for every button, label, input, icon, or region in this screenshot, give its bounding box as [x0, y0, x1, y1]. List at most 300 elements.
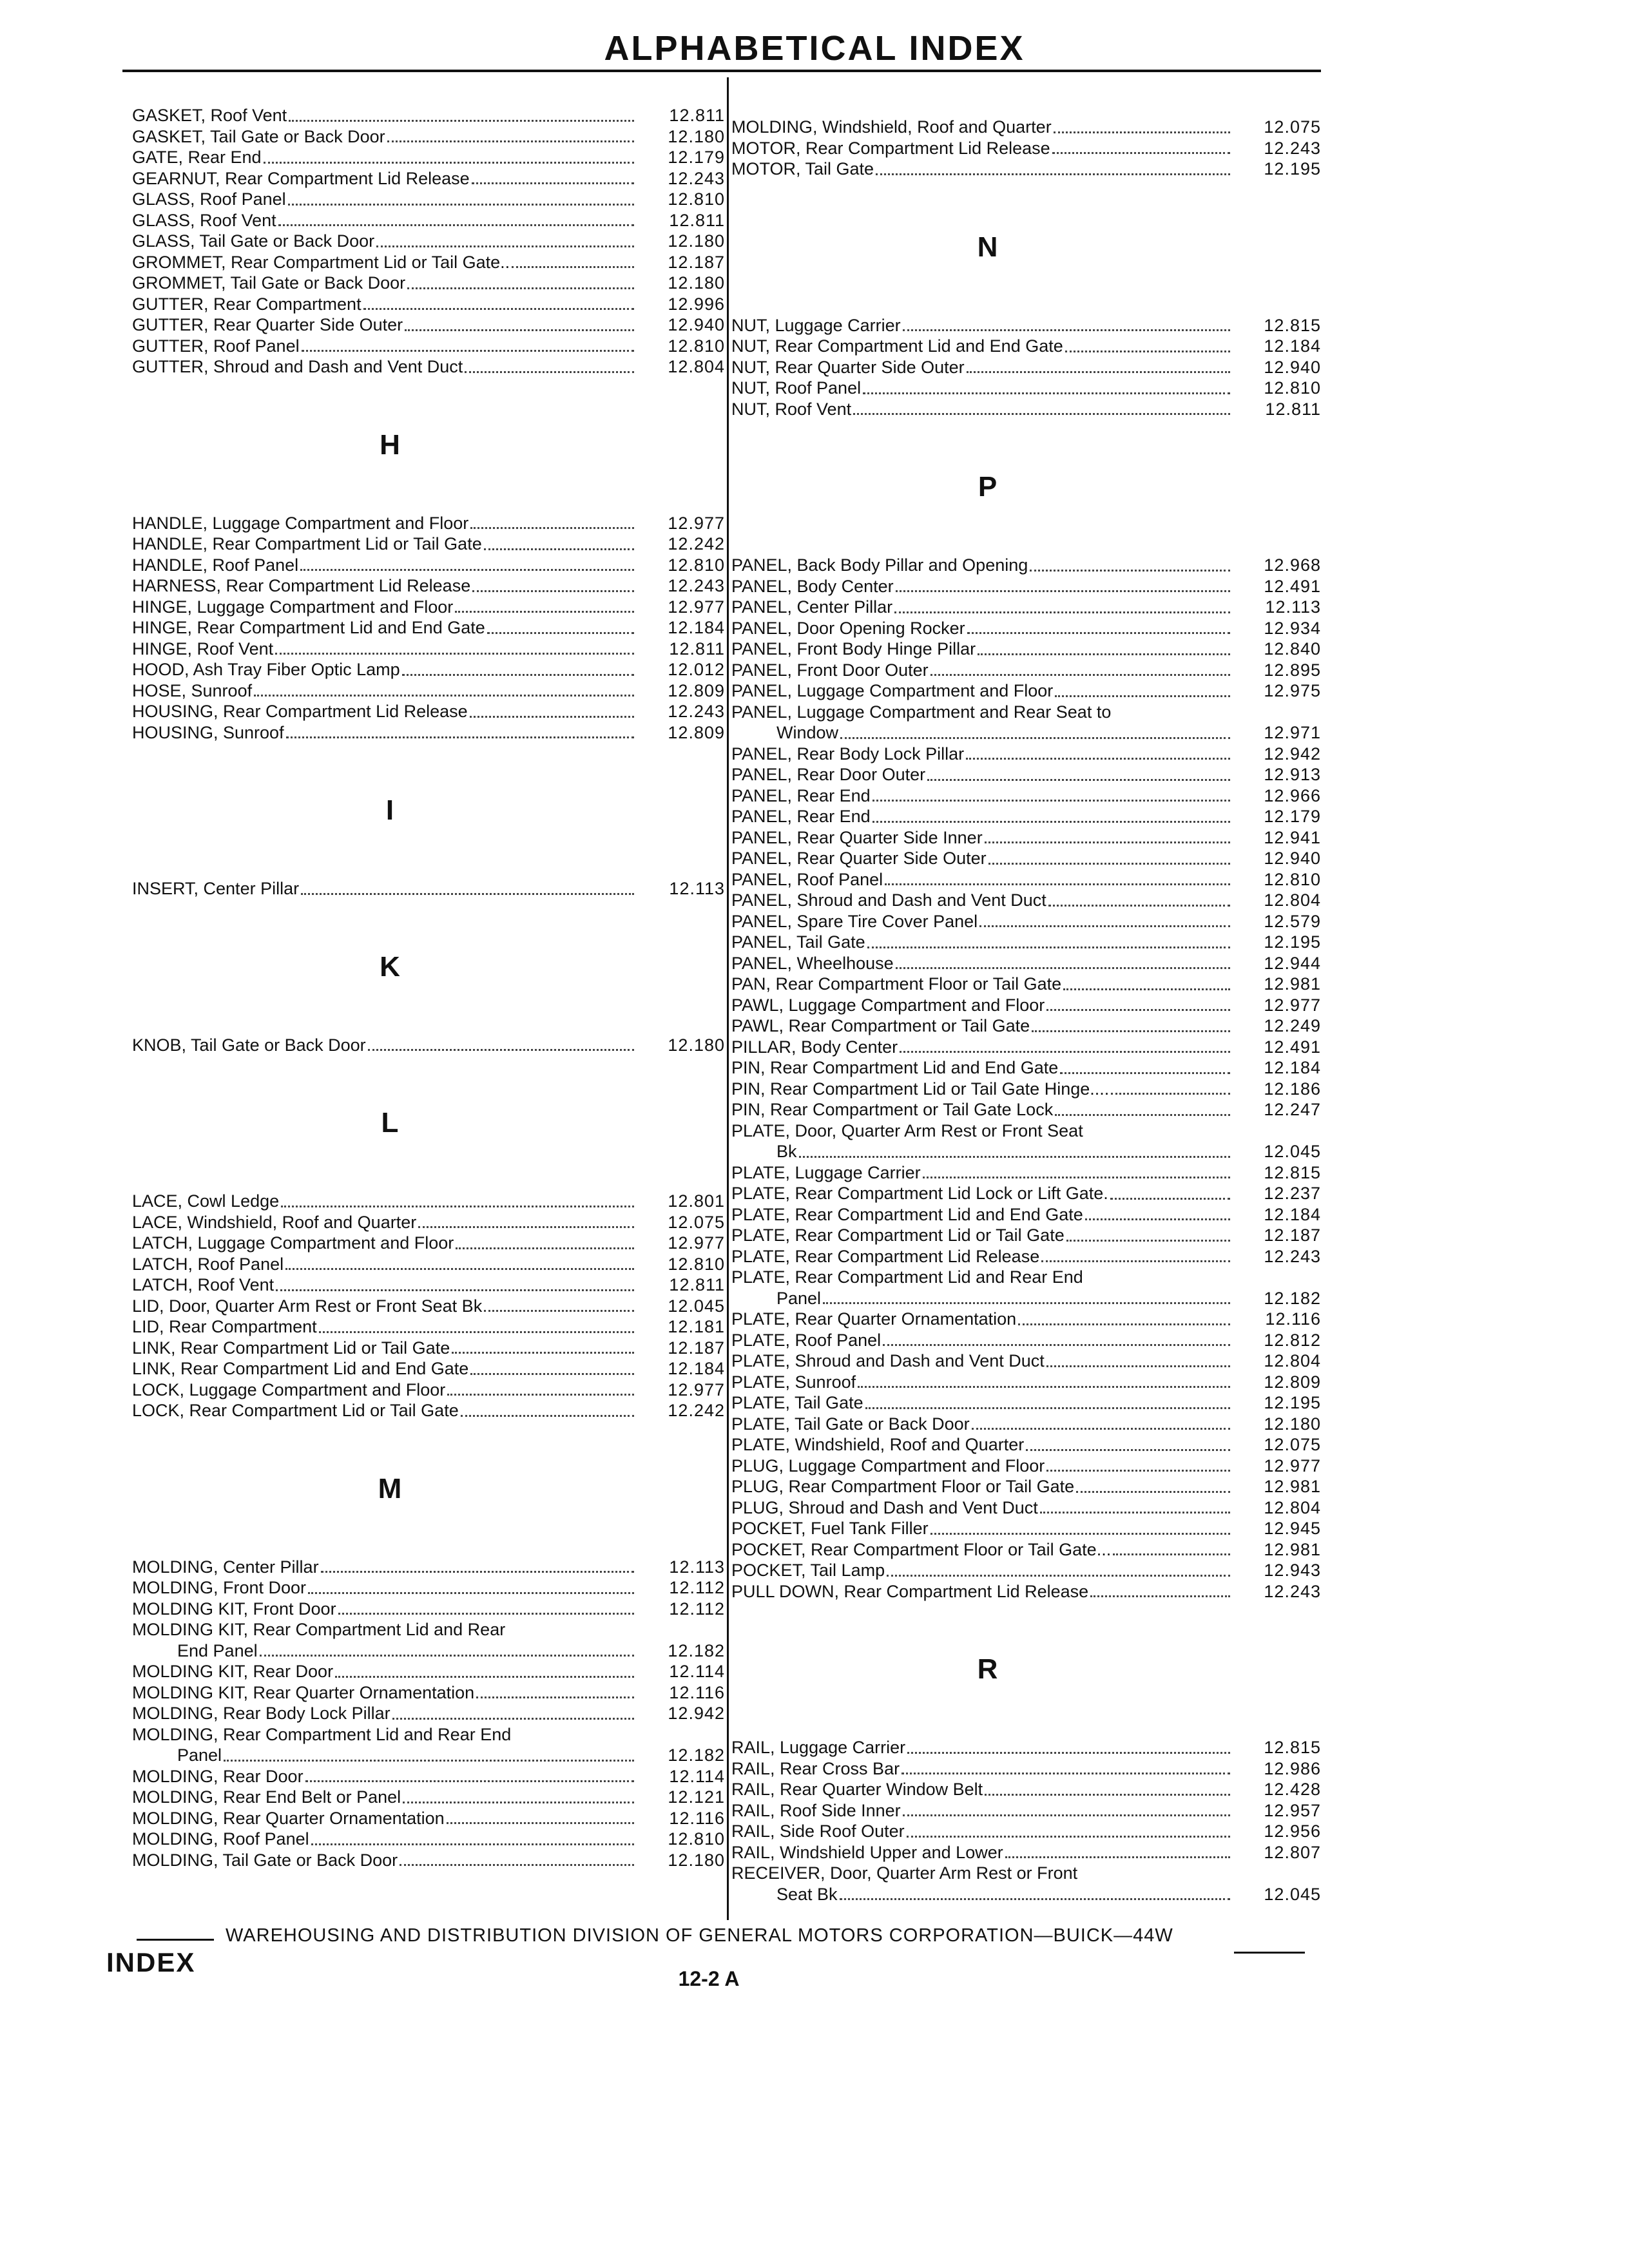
index-entry-body — [132, 1577, 638, 1599]
dot-leader — [405, 329, 634, 331]
index-entry — [132, 336, 725, 357]
index-entry-body — [132, 1212, 638, 1233]
index-entry-body — [731, 597, 1234, 618]
dot-leader — [872, 800, 1230, 802]
dot-leader — [865, 1407, 1230, 1409]
index-entry-body — [132, 1619, 638, 1661]
index-entry-line — [731, 1779, 1234, 1800]
index-entry-line — [731, 378, 1234, 399]
index-entry-body — [731, 1099, 1234, 1120]
index-entry-line — [132, 1296, 638, 1317]
dot-leader — [472, 182, 634, 184]
dot-leader — [1060, 1072, 1230, 1074]
index-entry-line — [132, 210, 638, 231]
footer-rule-right — [1234, 1952, 1305, 1954]
index-entry — [731, 680, 1321, 702]
dot-leader — [907, 1752, 1230, 1754]
index-entry-body — [731, 890, 1234, 911]
index-entry-line — [731, 848, 1234, 869]
index-entry-text: PANEL, Rear End — [731, 785, 871, 805]
index-entry — [132, 1557, 725, 1578]
index-entry-line — [731, 1821, 1234, 1842]
index-entry-line — [731, 1434, 1234, 1456]
dot-leader — [1005, 1856, 1230, 1858]
index-entry-text: MOLDING, Rear End Belt or Panel — [132, 1787, 401, 1807]
index-entry-text: NUT, Roof Panel — [731, 378, 862, 398]
index-entry-body — [731, 1350, 1234, 1372]
index-entry-continuation — [731, 722, 1234, 744]
dot-leader — [484, 548, 634, 550]
index-entry — [731, 555, 1321, 576]
index-entry-text: PIN, Rear Compartment Lid and End Gate — [731, 1058, 1059, 1077]
index-entry-text: RAIL, Rear Quarter Window Belt — [731, 1780, 983, 1799]
index-entry-line — [731, 597, 1234, 618]
index-entry-text: PANEL, Rear Body Lock Pillar — [731, 744, 965, 764]
index-entry-text: PLATE, Tail Gate or Back Door — [731, 1414, 970, 1434]
index-entry-body — [132, 597, 638, 618]
section-label: INDEX — [106, 1947, 196, 1977]
index-entry-page: 12.116 — [669, 1808, 725, 1828]
index-entry-line — [132, 1358, 638, 1379]
index-entry-text: MOLDING, Rear Quarter Ornamentation — [132, 1808, 445, 1828]
index-entry-line — [132, 1557, 638, 1578]
index-entry-page: 12.956 — [1264, 1821, 1321, 1841]
index-entry-line — [731, 1737, 1234, 1758]
index-entry — [132, 659, 725, 680]
index-entry-page: 12.810 — [668, 189, 725, 209]
index-entry-page: 12.179 — [668, 148, 725, 167]
index-entry-line — [132, 617, 638, 639]
index-entry-text: HANDLE, Rear Compartment Lid or Tail Gate — [132, 534, 482, 553]
index-entry-body — [731, 1497, 1234, 1519]
index-entry-body — [731, 1800, 1234, 1821]
index-entry-page: 12.811 — [669, 1275, 725, 1294]
index-entry — [132, 168, 725, 189]
index-entry — [731, 159, 1321, 180]
index-entry-body — [731, 1414, 1234, 1435]
dot-leader — [470, 527, 634, 529]
index-entry-page: 12.975 — [1264, 681, 1321, 700]
index-entry-page: 12.957 — [1264, 1800, 1321, 1820]
index-entry-page: 12.809 — [668, 680, 725, 700]
index-entry-text: GROMMET, Rear Compartment Lid or Tail Gate.. — [132, 252, 510, 272]
index-entry-page: 12.810 — [668, 1829, 725, 1849]
dot-leader — [1041, 1260, 1230, 1262]
index-entry — [731, 1758, 1321, 1780]
index-entry-body — [731, 1162, 1234, 1184]
index-entry-page: 12.243 — [1264, 138, 1321, 158]
index-entry-body — [132, 105, 638, 126]
index-entry-text: HANDLE, Roof Panel — [132, 555, 299, 575]
index-entry — [731, 911, 1321, 932]
index-entry-line — [731, 1372, 1234, 1393]
index-entry-page: 12.195 — [1264, 159, 1321, 178]
index-entry-line — [132, 1703, 638, 1724]
dot-leader — [840, 1898, 1230, 1900]
index-entry-body — [132, 252, 638, 273]
index-entry-page: 12.428 — [1264, 1780, 1321, 1799]
index-entry-page: 12.182 — [668, 1745, 725, 1765]
index-entry-line — [731, 117, 1234, 138]
index-entry — [731, 1330, 1321, 1351]
index-entry-body — [731, 1120, 1234, 1162]
index-entry-page: 12.811 — [669, 210, 725, 230]
index-entry-page: 12.116 — [1265, 1309, 1321, 1329]
index-entry-line — [731, 1309, 1234, 1330]
index-entry — [731, 744, 1321, 765]
index-entry — [731, 1120, 1321, 1162]
index-entry-line — [132, 1316, 638, 1338]
index-entry-text: Panel — [177, 1745, 222, 1765]
dot-leader — [264, 162, 634, 164]
index-entry-text: INSERT, Center Pillar — [132, 879, 300, 898]
index-entry-line — [731, 974, 1234, 995]
index-entry-text: LATCH, Luggage Compartment and Floor — [132, 1233, 454, 1253]
index-entry — [132, 1379, 725, 1401]
dot-leader — [400, 1864, 634, 1866]
dot-leader — [1055, 1114, 1230, 1116]
index-entry-line — [731, 1497, 1234, 1519]
index-entry-body — [132, 878, 638, 899]
index-entry — [731, 1779, 1321, 1800]
index-entry-page: 12.184 — [668, 1359, 725, 1378]
index-entry-text: MOTOR, Tail Gate — [731, 159, 874, 178]
index-entry-page: 12.966 — [1264, 785, 1321, 805]
index-entry — [132, 701, 725, 722]
index-entry — [731, 1392, 1321, 1414]
index-entry-text: PANEL, Luggage Compartment and Rear Seat to — [731, 702, 1112, 722]
index-entry-page: 12.187 — [668, 252, 725, 272]
index-entry — [731, 1476, 1321, 1497]
index-entry-body — [731, 1330, 1234, 1351]
index-entry — [132, 294, 725, 315]
index-entry-text: MOTOR, Rear Compartment Lid Release — [731, 138, 1050, 158]
index-entry-page: 12.249 — [1264, 1016, 1321, 1035]
index-entry-line — [731, 336, 1234, 357]
index-entry-text: GUTTER, Rear Compartment — [132, 294, 361, 314]
index-entry — [731, 1309, 1321, 1330]
index-entry-continuation — [731, 1141, 1234, 1162]
index-entry-text: RAIL, Rear Cross Bar — [731, 1758, 900, 1778]
dot-leader — [301, 893, 634, 895]
index-entry-body — [731, 1581, 1234, 1602]
index-entry-text: PANEL, Rear End — [731, 807, 871, 826]
index-entry — [132, 1358, 725, 1379]
index-entry-text: MOLDING, Windshield, Roof and Quarter — [731, 117, 1052, 137]
index-entry-line — [132, 168, 638, 189]
index-entry-page: 12.971 — [1264, 723, 1321, 742]
index-entry — [731, 1015, 1321, 1037]
index-entry-body — [132, 1808, 638, 1829]
index-entry-text: LATCH, Roof Vent — [132, 1275, 275, 1294]
index-entry — [731, 399, 1321, 420]
index-entry-line — [731, 911, 1234, 932]
dot-leader — [254, 695, 634, 697]
section-letter-r: R — [977, 1653, 998, 1685]
index-entry-text: POCKET, Tail Lamp — [731, 1561, 885, 1580]
index-entry-body — [731, 555, 1234, 576]
index-entry — [731, 1057, 1321, 1079]
index-entry-line — [731, 890, 1234, 911]
index-entry-body — [132, 1035, 638, 1056]
dot-leader — [305, 1780, 634, 1782]
index-entry-line — [731, 159, 1234, 180]
dot-leader — [1066, 1240, 1230, 1242]
index-entry-line — [132, 575, 638, 597]
dot-leader — [321, 1571, 634, 1573]
index-entry-body — [132, 1724, 638, 1766]
section-letter-m: M — [378, 1472, 402, 1504]
dot-leader — [1052, 152, 1230, 154]
index-entry-line — [132, 1212, 638, 1233]
index-entry-text: LACE, Cowl Ledge — [132, 1191, 280, 1211]
index-entry-page: 12.180 — [668, 231, 725, 251]
index-entry-body — [731, 138, 1234, 159]
dot-leader — [512, 266, 634, 268]
index-entry-page: 12.184 — [1264, 336, 1321, 356]
dot-leader — [985, 841, 1230, 843]
index-entry-text: RECEIVER, Door, Quarter Arm Rest or Front — [731, 1863, 1078, 1883]
dot-leader — [887, 1575, 1230, 1577]
index-entry-line — [731, 1392, 1234, 1414]
index-entry-text: MOLDING KIT, Front Door — [132, 1599, 336, 1619]
index-entry-line — [132, 639, 638, 660]
index-entry-line — [132, 252, 638, 273]
dot-leader — [894, 611, 1230, 613]
index-entry-body — [731, 1372, 1234, 1393]
dot-leader — [1046, 1470, 1230, 1472]
index-entry-page: 12.942 — [1264, 744, 1321, 764]
index-entry — [731, 1183, 1321, 1204]
index-entry-body — [132, 617, 638, 639]
dot-leader — [335, 1676, 634, 1678]
index-entry-line — [731, 1842, 1234, 1863]
index-entry — [731, 1842, 1321, 1863]
dot-leader — [447, 1394, 634, 1396]
index-entry-line — [731, 1162, 1234, 1184]
index-entry — [132, 1724, 725, 1766]
index-entry — [731, 1225, 1321, 1246]
dot-leader — [823, 1302, 1230, 1304]
index-entry-page: 12.941 — [1264, 827, 1321, 847]
index-entry-text: PLATE, Rear Compartment Lid Release — [731, 1246, 1040, 1266]
dot-leader — [972, 1428, 1230, 1430]
dot-leader — [447, 1822, 634, 1824]
index-entry-text: PANEL, Rear Quarter Side Outer — [731, 849, 987, 868]
index-entry — [731, 1162, 1321, 1184]
page-title: ALPHABETICAL INDEX — [604, 29, 1025, 68]
index-entry-body — [731, 1434, 1234, 1456]
index-entry-text: PANEL, Center Pillar — [731, 597, 893, 617]
dot-leader — [275, 653, 634, 655]
index-entry-page: 12.940 — [1264, 357, 1321, 377]
index-entry — [132, 1829, 725, 1850]
index-entry-line — [731, 138, 1234, 159]
index-entry — [132, 1808, 725, 1829]
index-entry — [731, 1821, 1321, 1842]
index-entry — [731, 869, 1321, 890]
index-entry-line — [731, 1800, 1234, 1821]
index-entry-line — [731, 1267, 1234, 1288]
index-entry-body — [731, 1842, 1234, 1863]
index-entry-page: 12.895 — [1264, 660, 1321, 680]
index-entry — [132, 1212, 725, 1233]
dot-leader — [300, 569, 634, 571]
index-entry-text: Bk — [776, 1142, 797, 1161]
index-entry-text: PANEL, Back Body Pillar and Opening — [731, 555, 1028, 575]
index-entry-body — [132, 147, 638, 168]
index-entry — [132, 1619, 725, 1661]
index-entry — [731, 1497, 1321, 1519]
index-entry-body — [132, 1599, 638, 1620]
index-entry-page: 12.075 — [1264, 1435, 1321, 1454]
index-entry-page: 12.981 — [1264, 1477, 1321, 1496]
index-entry — [731, 1456, 1321, 1477]
index-entry-page: 12.243 — [1264, 1246, 1321, 1266]
index-entry-body — [132, 1379, 638, 1401]
index-entry-text: PLUG, Luggage Compartment and Floor — [731, 1456, 1045, 1475]
index-entry-line — [731, 1330, 1234, 1351]
dot-leader — [876, 173, 1230, 175]
index-entry — [731, 1518, 1321, 1539]
index-entry-body — [132, 533, 638, 555]
index-entry — [731, 378, 1321, 399]
index-entry-body — [731, 806, 1234, 827]
index-entry-body — [731, 953, 1234, 974]
index-entry-body — [132, 1338, 638, 1359]
index-entry-text: PANEL, Front Door Outer — [731, 660, 929, 680]
index-entry-page: 12.934 — [1264, 618, 1321, 638]
index-entry-line — [731, 399, 1234, 420]
index-entry-page: 12.187 — [1264, 1225, 1321, 1245]
index-entry — [731, 618, 1321, 639]
index-entry-line — [731, 932, 1234, 953]
index-entry-line — [731, 555, 1234, 576]
index-entry-text: NUT, Rear Compartment Lid and End Gate — [731, 336, 1063, 356]
index-entry-text: GLASS, Tail Gate or Back Door — [132, 231, 375, 251]
dot-leader — [967, 632, 1230, 634]
index-entry-page: 12.045 — [1264, 1142, 1321, 1161]
index-entry-body — [731, 639, 1234, 660]
index-entry — [132, 1703, 725, 1724]
index-entry — [731, 953, 1321, 974]
dot-leader — [1110, 1198, 1230, 1200]
index-entry-line — [731, 827, 1234, 849]
index-entry-line — [731, 1414, 1234, 1435]
dot-leader — [470, 1373, 634, 1375]
index-entry-line — [731, 1518, 1234, 1539]
index-entry-body — [731, 399, 1234, 420]
index-entry-text: PANEL, Shroud and Dash and Vent Duct — [731, 890, 1046, 910]
index-entry-text: MOLDING, Roof Panel — [132, 1829, 309, 1849]
dot-leader — [368, 1049, 634, 1051]
index-entry-page: 12.491 — [1264, 576, 1321, 596]
dot-leader — [1063, 988, 1230, 990]
index-entry-body — [731, 827, 1234, 849]
index-entry-line — [731, 1476, 1234, 1497]
index-entry-body — [132, 314, 638, 336]
index-entry — [731, 932, 1321, 953]
index-entry-body — [132, 273, 638, 294]
index-entry-text: MOLDING, Rear Body Lock Pillar — [132, 1704, 390, 1723]
dot-leader — [285, 1268, 634, 1270]
index-entry-body — [132, 555, 638, 576]
index-entry — [731, 1099, 1321, 1120]
index-entry-body — [132, 1829, 638, 1850]
index-entry — [132, 1233, 725, 1254]
footer-text: WAREHOUSING AND DISTRIBUTION DIVISION OF GENERAL MOTORS CORPORATION—BUICK—44W — [226, 1925, 1173, 1946]
index-entry-text: PANEL, Rear Door Outer — [731, 765, 926, 784]
index-entry — [132, 555, 725, 576]
index-entry-text: PANEL, Rear Quarter Side Inner — [731, 827, 983, 847]
index-entry-page: 12.977 — [1264, 1456, 1321, 1475]
index-entry-page: 12.195 — [1264, 1393, 1321, 1412]
index-entry-body — [731, 974, 1234, 995]
dot-leader — [896, 967, 1230, 969]
index-entry-text: PANEL, Luggage Compartment and Floor — [731, 681, 1054, 700]
index-entry — [132, 1254, 725, 1275]
index-entry-page: 12.810 — [1264, 378, 1321, 398]
index-entry-text: PLATE, Rear Compartment Lid and End Gate — [731, 1204, 1083, 1224]
index-entry-body — [731, 1183, 1234, 1204]
index-entry-line — [731, 1246, 1234, 1267]
index-entry-text: PLATE, Rear Compartment Lid and Rear End — [731, 1267, 1083, 1287]
index-entry-page: 12.810 — [668, 336, 725, 356]
index-entry-text: PANEL, Door Opening Rocker — [731, 618, 965, 638]
index-entry-page: 12.940 — [1264, 849, 1321, 868]
dot-leader — [311, 1843, 634, 1845]
index-entry-line — [132, 147, 638, 168]
index-entry-text: PLATE, Luggage Carrier — [731, 1162, 921, 1182]
index-entry-page: 12.243 — [668, 168, 725, 188]
dot-leader — [289, 120, 634, 122]
index-entry-text: RAIL, Roof Side Inner — [731, 1800, 901, 1820]
index-entry — [132, 1850, 725, 1871]
dot-leader — [907, 1836, 1230, 1838]
index-column-left — [132, 105, 725, 1870]
index-entry-body — [731, 1057, 1234, 1079]
index-entry-text: PLATE, Door, Quarter Arm Rest or Front Seat — [731, 1120, 1083, 1140]
index-entry-page: 12.114 — [669, 1662, 725, 1681]
index-entry-body — [731, 744, 1234, 765]
index-entry-text: PLUG, Shroud and Dash and Vent Duct — [731, 1497, 1038, 1517]
index-entry-page: 12.075 — [668, 1212, 725, 1232]
index-entry-body — [731, 680, 1234, 702]
index-entry-text: PLATE, Rear Quarter Ornamentation — [731, 1309, 1017, 1329]
index-entry-page: 12.977 — [668, 1233, 725, 1253]
index-entry-text: Panel — [776, 1288, 822, 1308]
index-entry-line — [731, 1225, 1234, 1246]
index-entry-body — [132, 1557, 638, 1578]
dot-leader — [1048, 905, 1230, 907]
dot-leader — [885, 883, 1230, 885]
index-entry-line — [132, 1233, 638, 1254]
index-entry-text: HINGE, Roof Vent — [132, 639, 274, 658]
section-letter-n: N — [977, 231, 998, 263]
index-entry-page: 12.113 — [1265, 597, 1321, 617]
dot-leader — [278, 224, 634, 226]
index-entry — [132, 189, 725, 210]
index-entry-text: PLATE, Rear Compartment Lid Lock or Lift Gate. — [731, 1184, 1108, 1203]
index-entry-page: 12.977 — [668, 1379, 725, 1399]
index-entry-text: PIN, Rear Compartment or Tail Gate Lock — [731, 1100, 1054, 1119]
section-letter-p: P — [978, 471, 998, 503]
dot-leader — [288, 204, 634, 206]
index-entry-text: PAWL, Luggage Compartment and Floor — [731, 995, 1045, 1015]
dot-leader — [985, 1794, 1230, 1796]
index-entry — [731, 597, 1321, 618]
index-entry-page: 12.116 — [669, 1682, 725, 1702]
